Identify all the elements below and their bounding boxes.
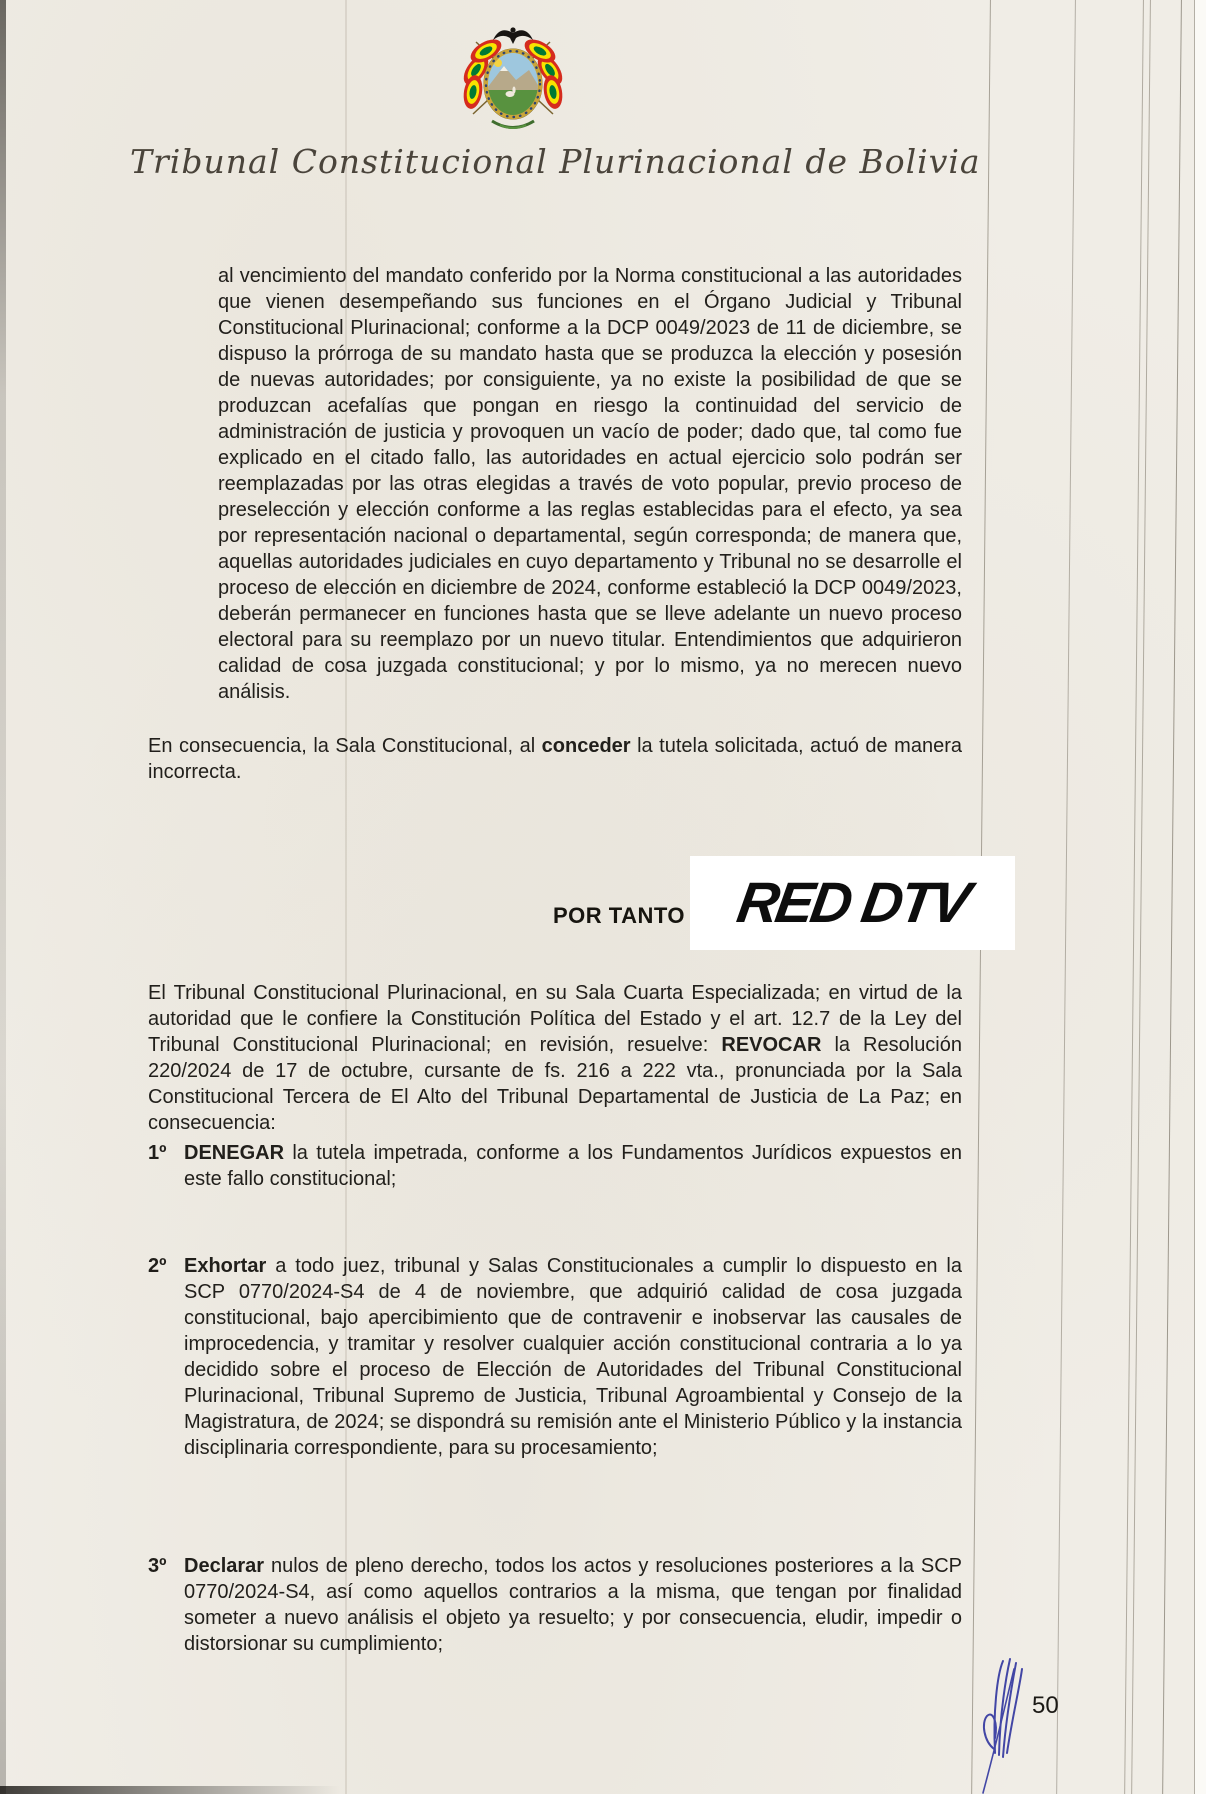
item-keyword: DENEGAR [184,1142,285,1164]
signature-mark [973,1653,1055,1794]
por-tanto-heading: POR TANTO [553,903,686,928]
ruling-item-1 [148,1140,962,1192]
resolution-pre: El Tribunal Constitucional Plurinacional, en su Sala Cuarta Especializada; en virtud de la autoridad que le confiere la Constitución Política del Estado y el art. 12.7 de la Ley del Tribunal Constitucional Plurinacional; en revisión, resuelve: [148,982,962,1056]
item-text [184,1553,962,1657]
watermark-text: RED DTV [732,871,973,935]
conclusion-pre: En consecuencia, la Sala Constitucional, al [148,735,542,757]
item-number: 1º [148,1142,167,1164]
conclusion-keyword: conceder [541,735,631,757]
resolution-paragraph [148,980,962,1136]
page-number: 50 [1032,1692,1059,1719]
bolivia-coat-of-arms-icon [448,22,578,142]
item-body: nulos de pleno derecho, todos los actos y resoluciones posteriores a la SCP 0770/2024-S4, así como aquellos contrarios a la misma, que tengan por finalidad someter a nuevo análisis el objeto ya resuelto; y por consecuencia, eludir, impedir o distorsionar su cumplimiento; [184,1555,962,1655]
right-scan-strip [1194,0,1206,1794]
item-text [184,1140,962,1192]
ruling-item-3 [148,1553,962,1657]
scan-line-2 [1056,0,1076,1794]
item-number: 2º [148,1255,167,1277]
item-keyword: Declarar [184,1555,265,1577]
left-scan-edge [0,0,6,1794]
item-number: 3º [148,1555,167,1577]
mandate-paragraph: al vencimiento del mandato conferido por la Norma constitucional a las autoridades que vienen desempeñando sus funciones en el Órgano Judicial y Tribunal Constitucional Plurinacional; conforme a la DCP 0049/2023 de 11 de diciembre, se dispuso la prórroga de su mandato hasta que se produzca la elección y posesión de nuevas autoridades; por consiguiente, ya no existe la posibilidad de que se produzcan acefalías que pongan en riesgo la continuidad del servicio de administración de justicia y provoquen un vacío de poder; dado que, tal como fue explicado en el citado fallo, las autoridades en actual ejercicio solo podrán ser reemplazadas por las otras elegidas a través de voto popular, previo proceso de preselección y elección conforme a las reglas establecidas para el efecto, ya sea por representación nacional o departamental, según corresponda; de manera que, aquellas autoridades judiciales en cuyo departamento y Tribunal no se desarrolle el proceso de elección en diciembre de 2024, conforme estableció la DCP 0049/2023, deberán permanecer en funciones hasta que se lleve adelante un nuevo proceso electoral para su reemplazo por un nuevo titular. Entendimientos que adquirieron calidad de cosa juzgada constitucional; y por lo mismo, ya no merecen nuevo análisis. [218,265,962,703]
bottom-scan-edge [0,1786,340,1794]
scan-line-5 [1162,0,1182,1794]
institution-name: Tribunal Constitucional Plurinacional de Bolivia [130,142,981,181]
conclusion-paragraph [148,733,962,785]
item-body: la tutela impetrada, conforme a los Fundamentos Jurídicos expuestos en este fallo constitucional; [184,1142,962,1190]
item-body: a todo juez, tribunal y Salas Constitucionales a cumplir lo dispuesto en la SCP 0770/2024-S4 de 4 de noviembre, que adquirió calidad de cosa juzgada constitucional, bajo apercibimiento que de contravenir e inobservar las causales de improcedencia, y tramitar y resolver cualquier acción constitucional contraria a lo ya decidido sobre el proceso de Elección de Autoridades del Tribunal Constitucional Plurinacional, Tribunal Supremo de Justicia, Tribunal Agroambiental y Consejo de la Magistratura, de 2024; se dispondrá su remisión ante el Ministerio Público y la instancia disciplinaria correspondiente, para su procesamiento; [184,1255,962,1459]
resolution-post: la Resolución 220/2024 de 17 de octubre, cursante de fs. 216 a 222 vta., pronunciada por la Sala Constitucional Tercera de El Alto del Tribunal Departamental de Justicia de La Paz; en consecuencia: [148,1034,962,1134]
conclusion-post: la tutela solicitada, actuó de manera incorrecta. [148,735,962,783]
item-text [184,1253,962,1461]
resolution-keyword: REVOCAR [721,1034,822,1056]
red-dtv-watermark [690,856,1015,950]
item-keyword: Exhortar [184,1255,267,1277]
ruling-item-2 [148,1253,962,1461]
